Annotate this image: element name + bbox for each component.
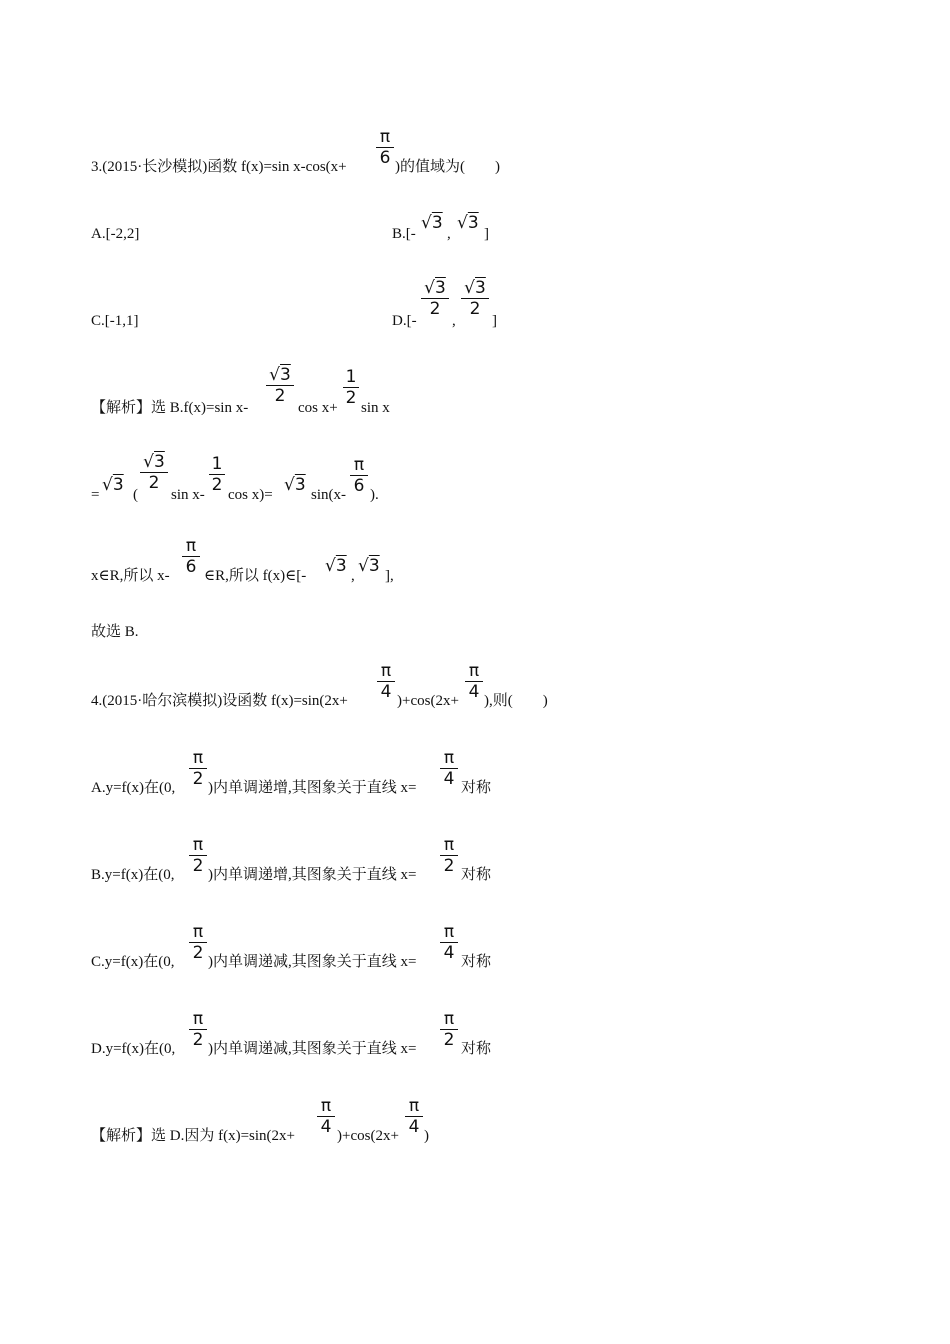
- q4-option-b: B.y=f(x)在(0,: [91, 867, 175, 883]
- q3-conclusion: 故选 B.: [91, 624, 139, 640]
- q4-option-b-frac2: $\frac{\pi}{2}$: [440, 835, 458, 876]
- q4-stem-end: ),则( ): [484, 693, 548, 709]
- q4-analysis-frac2: $\frac{\pi}{4}$: [405, 1096, 423, 1137]
- q3-option-d-suffix: ]: [492, 313, 497, 329]
- q3-analysis-sqrt4: √3: [358, 556, 380, 576]
- q3-analysis-frac4: $\frac{1}{2}$: [209, 454, 225, 495]
- q4-stem-mid: )+cos(2x+: [397, 693, 459, 709]
- q4-stem-frac1: $\frac{\pi}{4}$: [377, 661, 395, 702]
- q3-stem-end: )的值域为( ): [395, 159, 500, 175]
- q4-option-c-frac2: $\frac{\pi}{4}$: [440, 922, 458, 963]
- q3-option-d-fraction2: $\frac{√3}{2}$: [461, 278, 489, 319]
- q3-option-d-fraction: $\frac{√3}{2}$: [421, 278, 449, 319]
- q3-analysis-range: ∈R,所以 f(x)∈[-: [204, 568, 307, 584]
- q4-option-d-frac2: $\frac{\pi}{2}$: [440, 1009, 458, 1050]
- q3-analysis-frac5: $\frac{\pi}{6}$: [350, 455, 368, 496]
- q3-analysis-sin2: sin(x-: [311, 487, 346, 503]
- q3-analysis-sqrt3: √3: [325, 556, 347, 576]
- q4-option-a-suffix: 对称: [461, 780, 492, 796]
- q3-option-a: A.[-2,2]: [91, 226, 140, 242]
- q3-option-b-comma: ,: [447, 226, 451, 242]
- q4-option-a-frac2: $\frac{\pi}{4}$: [440, 748, 458, 789]
- q4-option-d-mid: )内单调递减,其图象关于直线 x=: [208, 1041, 417, 1057]
- q3-analysis-line3: x∈R,所以 x-: [91, 568, 170, 584]
- q4-option-c-mid: )内单调递减,其图象关于直线 x=: [208, 954, 417, 970]
- q4-option-b-suffix: 对称: [461, 867, 492, 883]
- q3-analysis-paren: (: [133, 487, 138, 503]
- q3-analysis-cosx: cos x)=: [228, 487, 273, 503]
- q4-option-c-suffix: 对称: [461, 954, 492, 970]
- q4-analysis-mid: )+cos(2x+: [337, 1128, 399, 1144]
- q3-analysis-frac2: $\frac{1}{2}$: [343, 367, 359, 408]
- q3-analysis-line1: 【解析】选 B.f(x)=sin x-: [91, 400, 249, 416]
- q3-analysis-frac3: $\frac{√3}{2}$: [140, 452, 168, 493]
- q3-analysis-cos: cos x+: [298, 400, 338, 416]
- q4-option-a: A.y=f(x)在(0,: [91, 780, 176, 796]
- q4-stem: 4.(2015·哈尔滨模拟)设函数 f(x)=sin(2x+: [91, 693, 348, 709]
- q4-option-a-mid: )内单调递增,其图象关于直线 x=: [208, 780, 417, 796]
- q3-analysis-comma: ,: [351, 568, 355, 584]
- q4-option-c-frac1: $\frac{\pi}{2}$: [189, 922, 207, 963]
- q4-option-b-frac1: $\frac{\pi}{2}$: [189, 835, 207, 876]
- q3-analysis-sinx: sin x-: [171, 487, 205, 503]
- q3-analysis-sqrt2: √3: [284, 475, 306, 495]
- q3-stem-fraction: $\frac{\pi}{6}$: [376, 127, 394, 168]
- q3-analysis-sin: sin x: [361, 400, 390, 416]
- q4-option-a-frac1: $\frac{\pi}{2}$: [189, 748, 207, 789]
- q3-option-b-sqrt: √3: [421, 213, 443, 233]
- q4-analysis-frac1: $\frac{\pi}{4}$: [317, 1096, 335, 1137]
- q3-analysis-frac6: $\frac{\pi}{6}$: [182, 536, 200, 577]
- q3-option-d-comma: ,: [452, 313, 456, 329]
- q4-option-d: D.y=f(x)在(0,: [91, 1041, 176, 1057]
- q3-option-b-prefix: B.[-: [392, 226, 416, 242]
- q4-analysis: 【解析】选 D.因为 f(x)=sin(2x+: [91, 1128, 295, 1144]
- q3-option-c: C.[-1,1]: [91, 313, 139, 329]
- q3-analysis-line2: =: [91, 487, 100, 503]
- q3-analysis-end: ).: [370, 487, 379, 503]
- q3-option-d-prefix: D.[-: [392, 313, 417, 329]
- q4-analysis-end: ): [424, 1128, 429, 1144]
- q4-option-b-mid: )内单调递增,其图象关于直线 x=: [208, 867, 417, 883]
- q3-option-b-sqrt2: √3: [457, 213, 479, 233]
- q3-stem: 3.(2015·长沙模拟)函数 f(x)=sin x-cos(x+: [91, 159, 347, 175]
- q3-analysis-frac1: $\frac{√3}{2}$: [266, 365, 294, 406]
- q3-analysis-sqrt: √3: [102, 475, 124, 495]
- q4-option-d-frac1: $\frac{\pi}{2}$: [189, 1009, 207, 1050]
- q4-option-d-suffix: 对称: [461, 1041, 492, 1057]
- q3-analysis-close: ],: [385, 568, 394, 584]
- q4-option-c: C.y=f(x)在(0,: [91, 954, 175, 970]
- q4-stem-frac2: $\frac{\pi}{4}$: [465, 661, 483, 702]
- q3-option-b-suffix: ]: [484, 226, 489, 242]
